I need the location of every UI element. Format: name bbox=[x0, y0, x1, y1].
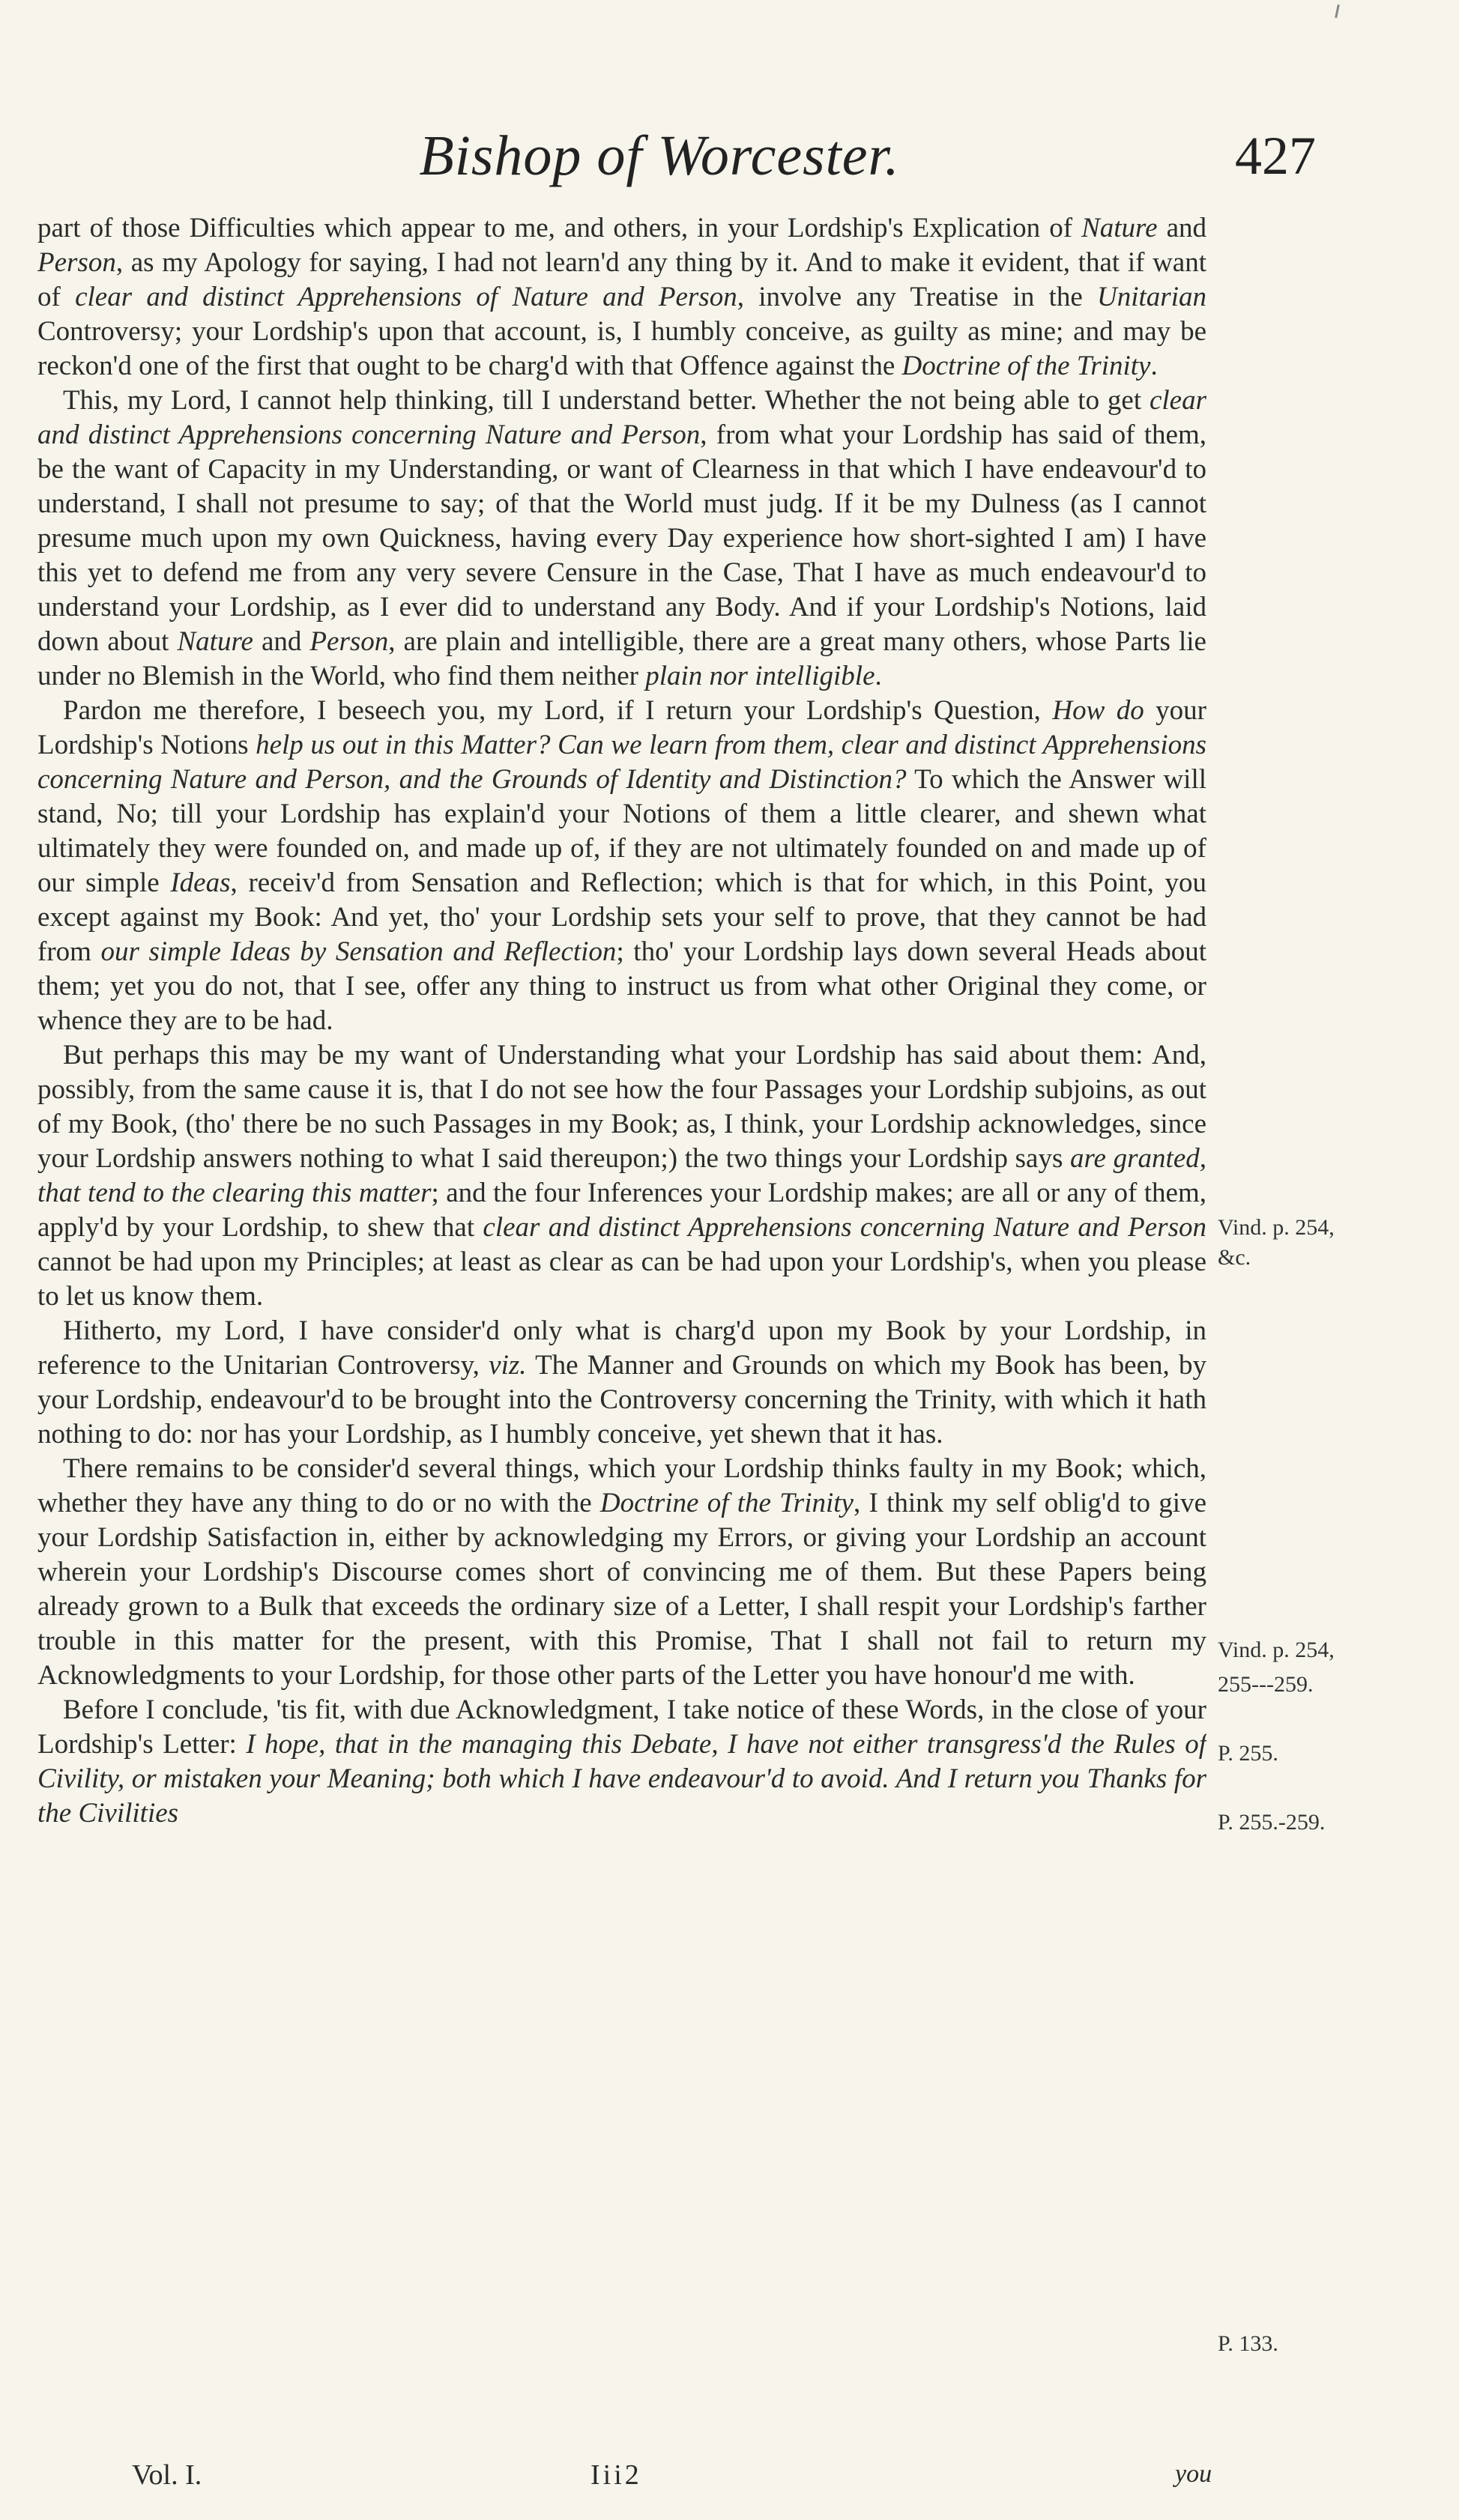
page-number: 427 bbox=[1235, 126, 1316, 186]
margin-note: P. 133. bbox=[1218, 2331, 1278, 2356]
paragraph: Before I conclude, 'tis fit, with due Acknowledgment, I take notice of these Words, in the close of your Lordship's Letter: I hope, that in the managing this Debate, I have not either transgress'd the Rules of Civility, or mistaken your Meaning; both which I have endeavour'd to avoid. And I return you Thanks for the Civilities bbox=[37, 1694, 1206, 1829]
paragraph: This, my Lord, I cannot help thinking, till I understand better. Whether the not being able to get clear and distinct Apprehensions concerning Nature and Person, from what your Lordship has said of them, be the want of Capacity in my Understanding, or want of Clearness in that which I have endeavour'd to understand, I shall not presume to say; of that the World must judg. If it be my Dulness (as I cannot presume much upon my own Quickness, having every Day experience how short-sighted I am) I have this yet to defend me from any very severe Censure in the Case, That I have as much endeavour'd to understand your Lordship, as I ever did to understand any Body. And if your Lordship's Notions, laid down about Nature and Person, are plain and intelligible, there are a great many others, whose Parts lie under no Blemish in the World, who find them neither plain nor intelligible. bbox=[37, 385, 1206, 691]
signature-mark: Iii2 bbox=[590, 2459, 642, 2491]
margin-note: Vind. p. 254, bbox=[1218, 1638, 1335, 1662]
paragraph-continuation: part of those Difficulties which appear to me, and others, in your Lordship's Explication of Nature and Person, as my Apology for saying, I had not learn'd any thing by it. And to make it evident, that if want of clear and distinct Apprehensions of Nature and Person, involve any Treatise in the Unitarian Controversy; your Lordship's upon that account, is, I humbly conceive, as guilty as mine; and may be reckon'd one of the first that ought to be charg'd with that Offence against the Doctrine of the Trinity. bbox=[37, 213, 1206, 381]
running-title: Bishop of Worcester. bbox=[419, 124, 900, 187]
catchword: you bbox=[1175, 2460, 1212, 2488]
margin-note: &c. bbox=[1218, 1245, 1251, 1270]
page-footer bbox=[0, 2459, 1459, 2504]
margin-note: P. 255.-259. bbox=[1218, 1810, 1326, 1835]
margin-note: 255---259. bbox=[1218, 1672, 1314, 1697]
margin-notes bbox=[1218, 211, 1450, 2456]
margin-note: P. 255. bbox=[1218, 1741, 1278, 1766]
page-header bbox=[0, 124, 1459, 206]
paragraph: Hitherto, my Lord, I have consider'd only what is charg'd upon my Book by your Lordship, in reference to the Unitarian Controversy, viz. The Manner and Grounds on which my Book has been, by your Lordship, endeavour'd to be brought into the Controversy concerning the Trinity, with which it hath nothing to do: nor has your Lordship, as I humbly conceive, yet shewn that it has. bbox=[37, 1315, 1206, 1450]
body-text bbox=[37, 211, 1206, 2456]
paragraph: But perhaps this may be my want of Understanding what your Lordship has said about them: And, possibly, from the same cause it is, that I do not see how the four Passages your Lordship subjoins, as out of my Book, (tho' there be no such Passages in my Book; as, I think, your Lordship acknowledges, since your Lordship answers nothing to what I said thereupon;) the two things your Lordship says are granted, that tend to the clearing this matter; and the four Inferences your Lordship makes; are all or any of them, apply'd by your Lordship, to shew that clear and distinct Apprehensions concerning Nature and Person cannot be had upon my Principles; at least as clear as can be had upon your Lordship's, when you please to let us know them. bbox=[37, 1040, 1206, 1312]
paragraph: There remains to be consider'd several things, which your Lordship thinks faulty in my Book; which, whether they have any thing to do or no with the Doctrine of the Trinity, I think my self oblig'd to give your Lordship Satisfaction in, either by acknowledging my Errors, or giving your Lordship an account wherein your Lordship's Discourse comes short of convincing me of them. But these Papers being already grown to a Bulk that exceeds the ordinary size of a Letter, I shall respit your Lordship's farther trouble in this matter for the present, with this Promise, That I shall not fail to return my Acknowledgments to your Lordship, for those other parts of the Letter you have honour'd me with. bbox=[37, 1453, 1206, 1691]
margin-note: Vind. p. 254, bbox=[1218, 1215, 1335, 1240]
volume-label: Vol. I. bbox=[132, 2459, 202, 2491]
paragraph: Pardon me therefore, I beseech you, my Lord, if I return your Lordship's Question, How do your Lordship's Notions help us out in this Matter? Can we learn from them, clear and distinct Apprehensions concerning Nature and Person, and the Grounds of Identity and Distinction? To which the Answer will stand, No; till your Lordship has explain'd your Notions of them a little clearer, and shewn what ultimately they were founded on, and made up of, if they are not ultimately founded on and made up of our simple Ideas, receiv'd from Sensation and Reflection; which is that for which, in this Point, you except against my Book: And yet, tho' your Lordship sets your self to prove, that they cannot be had from our simple Ideas by Sensation and Reflection; tho' your Lordship lays down several Heads about them; yet you do not, that I see, offer any thing to instruct us from what other Original they come, or whence they are to be had. bbox=[37, 695, 1206, 1036]
corner-mark bbox=[1335, 4, 1340, 18]
